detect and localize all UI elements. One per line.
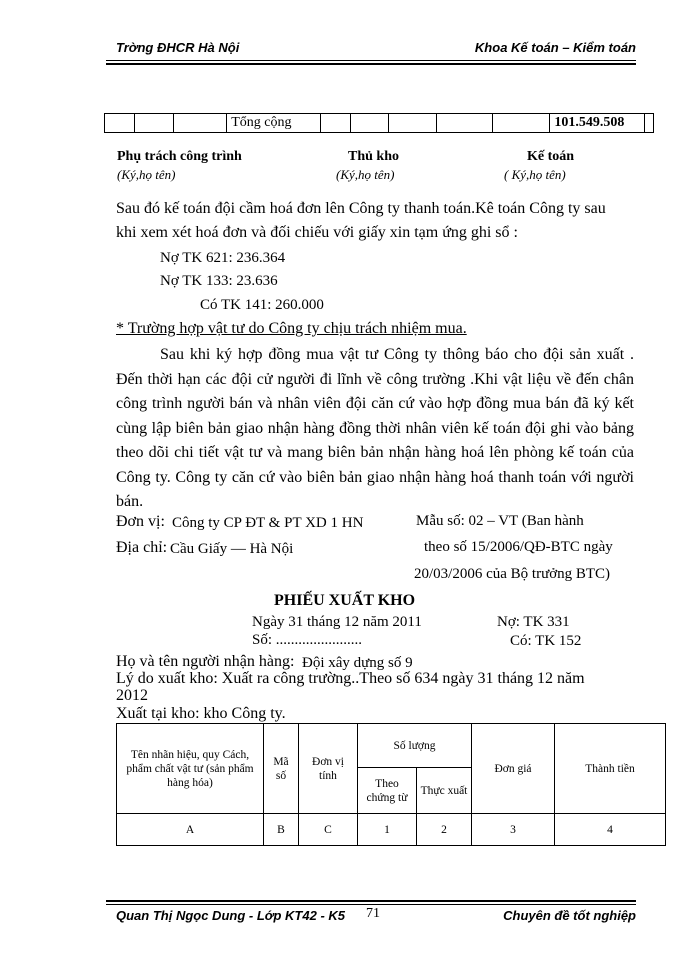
address-value: Cầu Giấy — Hà Nội xyxy=(170,541,294,557)
address-label: Địa chỉ: xyxy=(116,539,168,556)
header-right: Khoa Kế toán – Kiểm toán xyxy=(474,40,636,55)
footer-rule-thin xyxy=(106,904,636,905)
receiver-label: Họ và tên người nhận hàng: xyxy=(116,653,295,670)
slip-debit: Nợ: TK 331 xyxy=(497,614,570,630)
section-heading: * Trường hợp vật tư do Công ty chịu trách nhiệm mua. xyxy=(116,320,467,337)
signature-note-1: (Ký,họ tên) xyxy=(117,167,176,182)
footer-page-number: 71 xyxy=(366,906,380,921)
key-c: C xyxy=(299,814,358,846)
th-qty-req: Theo chứng từ xyxy=(358,768,417,814)
key-1: 1 xyxy=(358,814,417,846)
footer-right: Chuyên đề tốt nghiệp xyxy=(503,908,636,923)
key-b: B xyxy=(264,814,299,846)
totals-amount: 101.549.508 xyxy=(550,114,645,133)
footer-rule-thick xyxy=(106,900,636,902)
totals-label: Tổng cộng xyxy=(227,114,320,133)
entry-debit-621: Nợ TK 621: 236.364 xyxy=(160,250,286,266)
entry-credit-141: Có TK 141: 260.000 xyxy=(200,297,324,313)
form-note-line3: 20/03/2006 của Bộ trưởng BTC) xyxy=(414,566,611,582)
reason-line2: 2012 xyxy=(116,687,148,704)
totals-table xyxy=(104,113,654,133)
key-2: 2 xyxy=(417,814,472,846)
unit-label: Đơn vị: xyxy=(116,513,165,530)
th-qty-act: Thực xuất xyxy=(417,768,472,814)
signature-note-3: ( Ký,họ tên) xyxy=(504,167,566,182)
para2 xyxy=(116,343,634,515)
th-qty: Số lượng xyxy=(358,724,472,768)
signature-title-2: Thủ kho xyxy=(348,149,399,164)
slip-credit: Có: TK 152 xyxy=(510,633,582,649)
form-note-line2: theo số 15/2006/QĐ-BTC ngày xyxy=(424,539,613,555)
th-item: Tên nhãn hiệu, quy Cách, phẩm chất vật tư (sản phẩm hàng hóa) xyxy=(117,724,264,814)
table-key-row xyxy=(117,814,666,846)
th-amount: Thành tiền xyxy=(555,724,666,814)
para1-line2: khi xem xét hoá đơn và đối chiếu với giấy xin tạm ứng ghi sổ : xyxy=(116,224,518,241)
key-a: A xyxy=(117,814,264,846)
th-price: Đơn giá xyxy=(472,724,555,814)
key-4: 4 xyxy=(555,814,666,846)
header-rule-thin xyxy=(106,60,636,61)
slip-date: Ngày 31 tháng 12 năm 2011 xyxy=(252,614,422,630)
slip-title: PHIẾU XUẤT KHO xyxy=(274,592,416,609)
para2-text: Sau khi ký hợp đồng mua vật tư Công ty thông báo cho đội sản xuất . Đến thời hạn các đội cử người đi lĩnh về công trường .Khi vật liệu về đến chân công trình người bán và nhân viên đội căn cứ vào hợp đồng mua bán đã ký kết cùng lập biên bản giao nhận hàng đồng thời nhân viên kế toán đội ghi vào bảng theo dõi chi tiết vật tư và mang biên bản nhận hàng hoá lên phòng kế toán của Công ty. Công ty căn cứ vào biên bản giao nhận hàng hoá thanh toán với người bán. xyxy=(116,346,634,510)
th-code: Mã số xyxy=(264,724,299,814)
th-unit: Đơn vị tính xyxy=(299,724,358,814)
para1-line1: Sau đó kế toán đội cầm hoá đơn lên Công ty thanh toán.Kê toán Công ty sau xyxy=(116,200,606,217)
unit-value: Công ty CP ĐT & PT XD 1 HN xyxy=(172,515,364,531)
form-note-line1: Mẫu số: 02 – VT (Ban hành xyxy=(416,513,584,529)
issue-slip-table xyxy=(116,723,666,846)
entry-debit-133: Nợ TK 133: 23.636 xyxy=(160,273,278,289)
warehouse-line: Xuất tại kho: kho Công ty. xyxy=(116,705,286,722)
key-3: 3 xyxy=(472,814,555,846)
receiver-value: Đội xây dựng số 9 xyxy=(302,655,413,671)
slip-number: Số: ....................... xyxy=(252,632,363,648)
signature-title-3: Kế toán xyxy=(527,149,575,164)
footer-left: Quan Thị Ngọc Dung - Lớp KT42 - K5 xyxy=(116,908,345,923)
header-rule-thick xyxy=(106,63,636,65)
signature-note-2: (Ký,họ tên) xyxy=(336,167,395,182)
reason-line1: Lý do xuất kho: Xuất ra công trường..Theo số 634 ngày 31 tháng 12 năm xyxy=(116,670,585,687)
header-left: Trờng ĐHCR Hà Nội xyxy=(116,40,240,55)
signature-title-1: Phụ trách công trình xyxy=(117,149,242,164)
